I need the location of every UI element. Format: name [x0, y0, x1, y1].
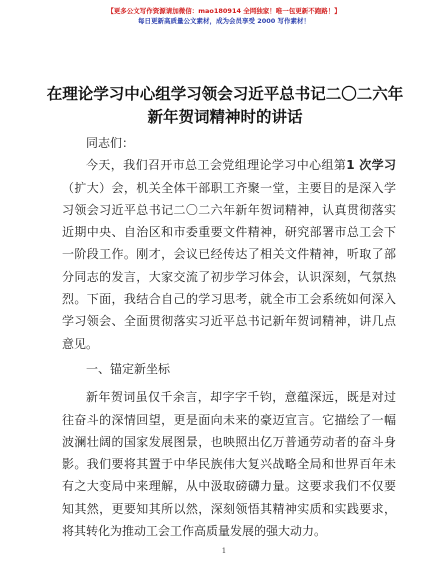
- section-heading: 一、锚定新坐标: [86, 361, 171, 376]
- intro-text-start: 今天，我们召开市总工会党组理论学习中心组第: [86, 158, 347, 173]
- document-title: 在理论学习中心组学习领会习近平总书记二〇二六年新年贺词精神时的讲话: [46, 84, 404, 126]
- page-number: 1: [221, 547, 227, 555]
- document-body: [62, 132, 396, 542]
- header-notice: [0, 6, 448, 26]
- header-notice-line2: 每日更新高质量公文素材，成为会员享受 2000 写作素材！: [137, 17, 311, 25]
- intro-text-end: （扩大）会，机关全体干部职工齐聚一堂，主要目的是深入学习领会习近平总书记二〇二六年新年贺词精神，认真贯彻落实近期中央、自治区和市委重要文件精神，研究部署市总工会下一阶段工作。刚才，会议已经传达了相关文件精神，听取了部分同志的发言，大家交流了初步学习体会，认识深刻，气氛热烈。下面，我结合自己的学习思考，就全市工会系统如何深入学习领会、全面贯彻落实习近平总书记新年贺词精神，讲几点意见。: [62, 180, 396, 351]
- intro-paragraph: [62, 154, 396, 355]
- salutation: 同志们：: [86, 136, 135, 150]
- header-notice-line1: 【更多公文写作资源请加微信：mao180914 全网独家！唯一包更新不跑路！】: [107, 7, 341, 15]
- section-paragraph: 新年贺词虽仅千余言，却字字千钧，意蕴深远，既是对过往奋斗的深情回望，更是面向未来的豪迈宣言。它描绘了一幅波澜壮阔的国家发展图景，也映照出亿万普通劳动者的奋斗身影。我们要将其置于中华民族伟大复兴战略全局和世界百年未有之大变局中来理解，从中汲取磅礴力量。这要求我们不仅要知其然，更要知其所以然，深刻领悟其精神实质和实践要求，将其转化为推动工会工作高质量发展的强大动力。: [62, 390, 396, 539]
- intro-emphasis: 1 次学习: [346, 158, 396, 173]
